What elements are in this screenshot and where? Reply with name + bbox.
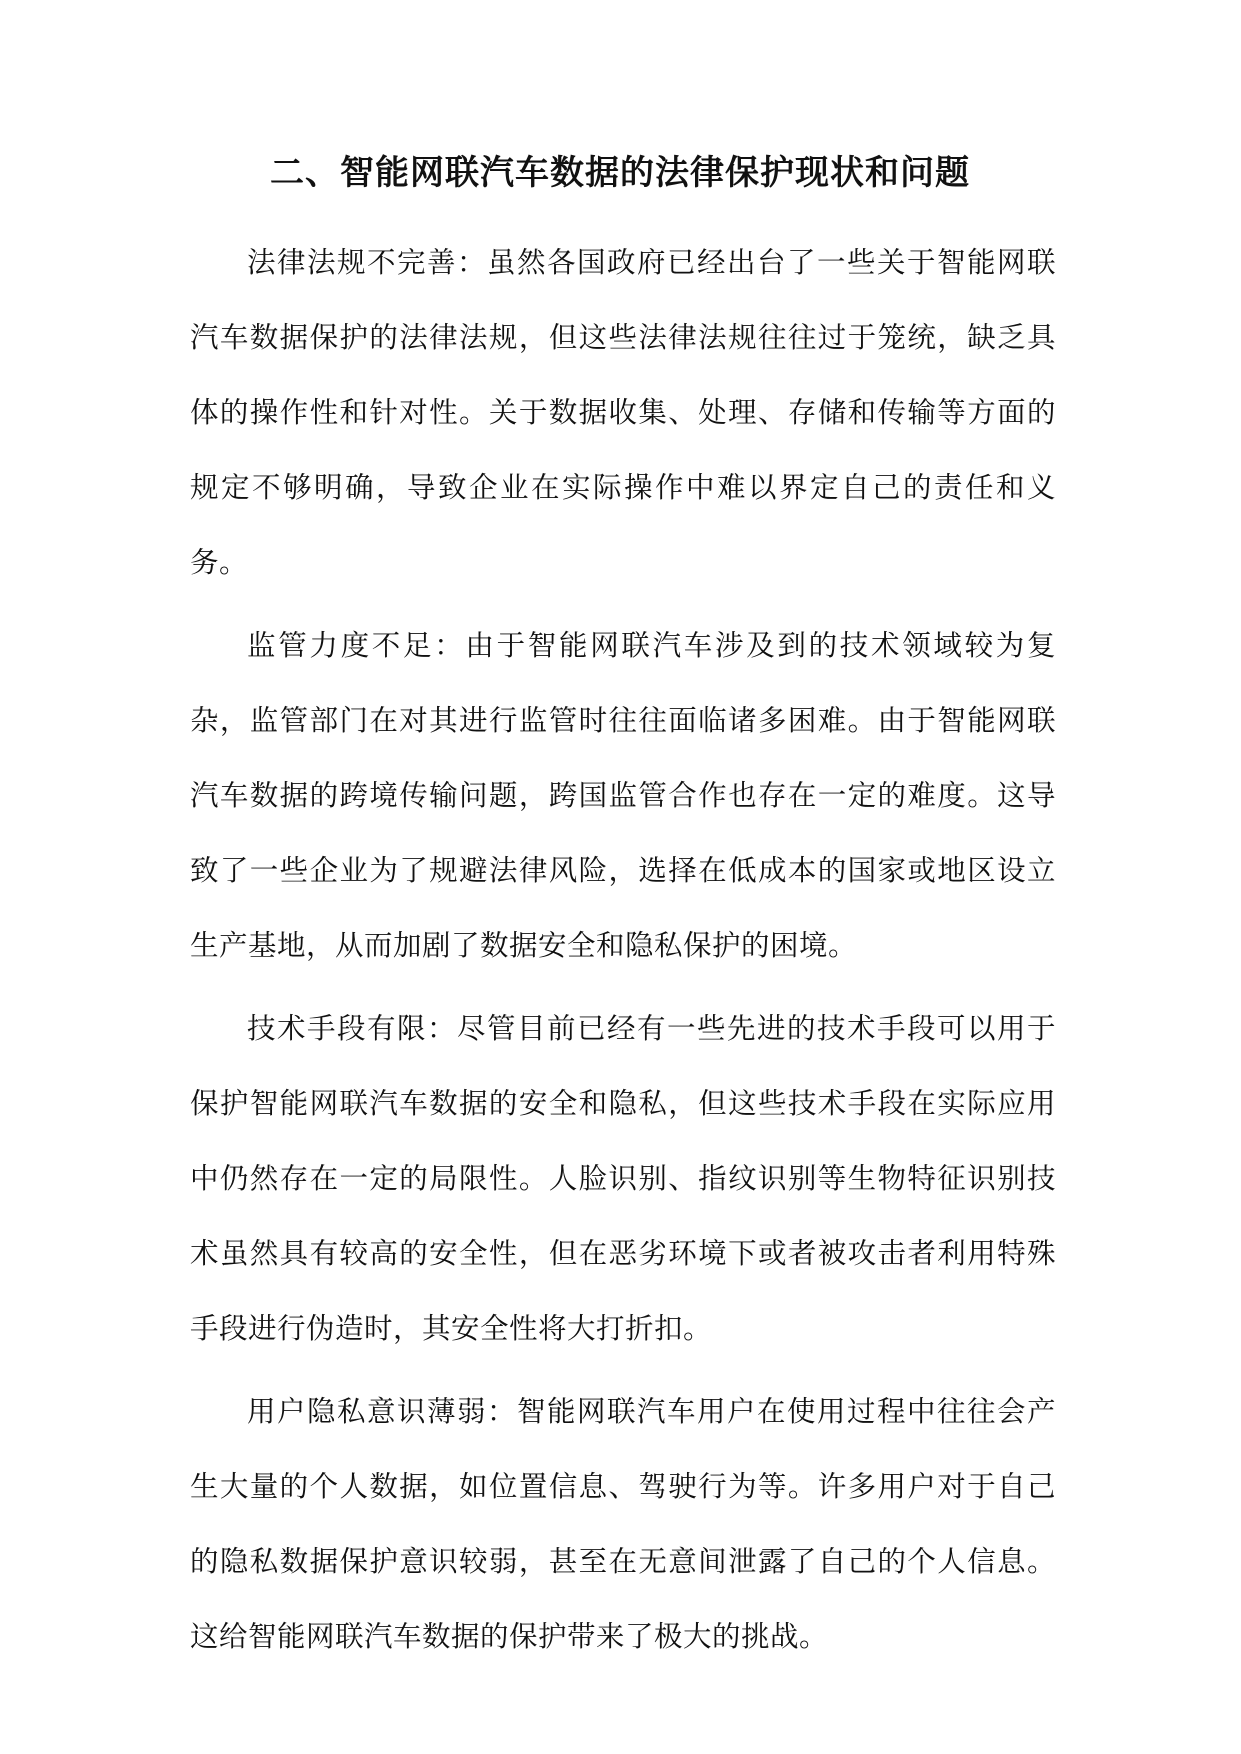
paragraph-regulation-insufficient: 监管力度不足：由于智能网联汽车涉及到的技术领域较为复杂，监管部门在对其进行监管时往往面临诸多困难。由于智能网联汽车数据的跨境传输问题，跨国监管合作也存在一定的难度。这导致了一些企业为了规避法律风险，选择在低成本的国家或地区设立生产基地，从而加剧了数据安全和隐私保护的困境。 (190, 629, 1056, 962)
section-title: 二、智能网联汽车数据的法律保护现状和问题 (270, 153, 970, 193)
paragraph-technology-limited: 技术手段有限：尽管目前已经有一些先进的技术手段可以用于保护智能网联汽车数据的安全和隐私，但这些技术手段在实际应用中仍然存在一定的局限性。人脸识别、指纹识别等生物特征识别技术虽然具有较高的安全性，但在恶劣环境下或者被攻击者利用特殊手段进行伪造时，其安全性将大打折扣。 (190, 1012, 1056, 1345)
paragraph-privacy-awareness: 用户隐私意识薄弱：智能网联汽车用户在使用过程中往往会产生大量的个人数据，如位置信息、驾驶行为等。许多用户对于自己的隐私数据保护意识较弱，甚至在无意间泄露了自己的个人信息。这给智能网联汽车数据的保护带来了极大的挑战。 (190, 1395, 1056, 1653)
body-text (190, 225, 1056, 1682)
paragraph-laws-incomplete: 法律法规不完善：虽然各国政府已经出台了一些关于智能网联汽车数据保护的法律法规，但这些法律法规往往过于笼统，缺乏具体的操作性和针对性。关于数据收集、处理、存储和传输等方面的规定不够明确，导致企业在实际操作中难以界定自己的责任和义务。 (190, 246, 1056, 579)
